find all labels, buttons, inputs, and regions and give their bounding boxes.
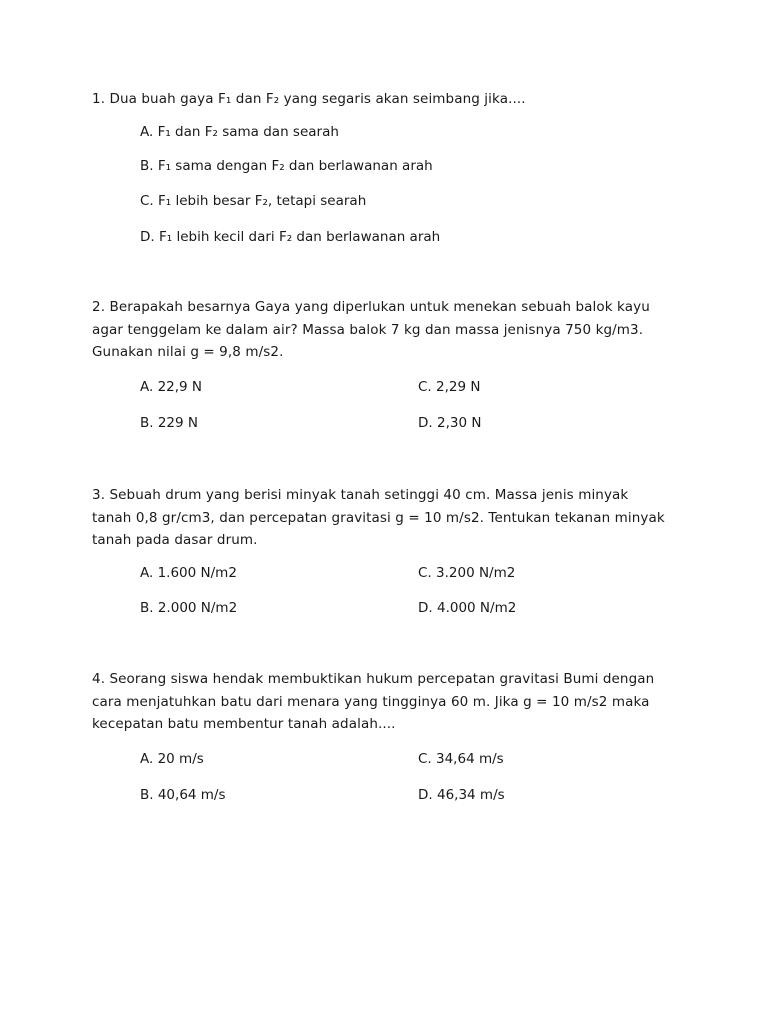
question-2: [92, 296, 672, 431]
question-2-option-b: B. 229 N: [140, 415, 199, 431]
question-4-option-c: C. 34,64 m/s: [418, 751, 504, 767]
question-2-stem: 2. Berapakah besarnya Gaya yang diperlukan untuk menekan sebuah balok kayu agar tenggelam ke dalam air? Massa balok 7 kg dan massa jenisnya 750 kg/m3. Gunakan nilai g = 9,8 m/s2.: [92, 299, 650, 360]
question-4-option-d: D. 46,34 m/s: [418, 787, 505, 803]
question-4: [92, 668, 672, 803]
question-1-stem: 1. Dua buah gaya F₁ dan F₂ yang segaris akan seimbang jika....: [92, 91, 526, 107]
question-3-option-c: C. 3.200 N/m2: [418, 565, 516, 581]
question-1-option-b: B. F₁ sama dengan F₂ dan berlawanan arah: [140, 158, 433, 174]
question-3-option-a: A. 1.600 N/m2: [140, 565, 237, 581]
question-3-stem: 3. Sebuah drum yang berisi minyak tanah setinggi 40 cm. Massa jenis minyak tanah 0,8 gr/cm3, dan percepatan gravitasi g = 10 m/s2. Tentukan tekanan minyak tanah pada dasar drum.: [92, 487, 665, 548]
question-4-stem: 4. Seorang siswa hendak membuktikan hukum percepatan gravitasi Bumi dengan cara menjatuhkan batu dari menara yang tingginya 60 m. Jika g = 10 m/s2 maka kecepatan batu membentur tanah adalah....: [92, 671, 655, 732]
question-4-option-b: B. 40,64 m/s: [140, 787, 226, 803]
question-3-option-b: B. 2.000 N/m2: [140, 600, 238, 616]
question-4-option-a: A. 20 m/s: [140, 751, 204, 767]
question-2-option-c: C. 2,29 N: [418, 379, 481, 395]
question-2-option-d: D. 2,30 N: [418, 415, 482, 431]
question-1-option-a: A. F₁ dan F₂ sama dan searah: [140, 124, 339, 140]
question-3-option-d: D. 4.000 N/m2: [418, 600, 517, 616]
question-3: [92, 484, 672, 616]
question-2-option-a: A. 22,9 N: [140, 379, 203, 395]
question-1-option-d: D. F₁ lebih kecil dari F₂ dan berlawanan arah: [140, 229, 441, 245]
question-1-option-c: C. F₁ lebih besar F₂, tetapi searah: [140, 193, 367, 209]
question-1: [92, 88, 672, 245]
